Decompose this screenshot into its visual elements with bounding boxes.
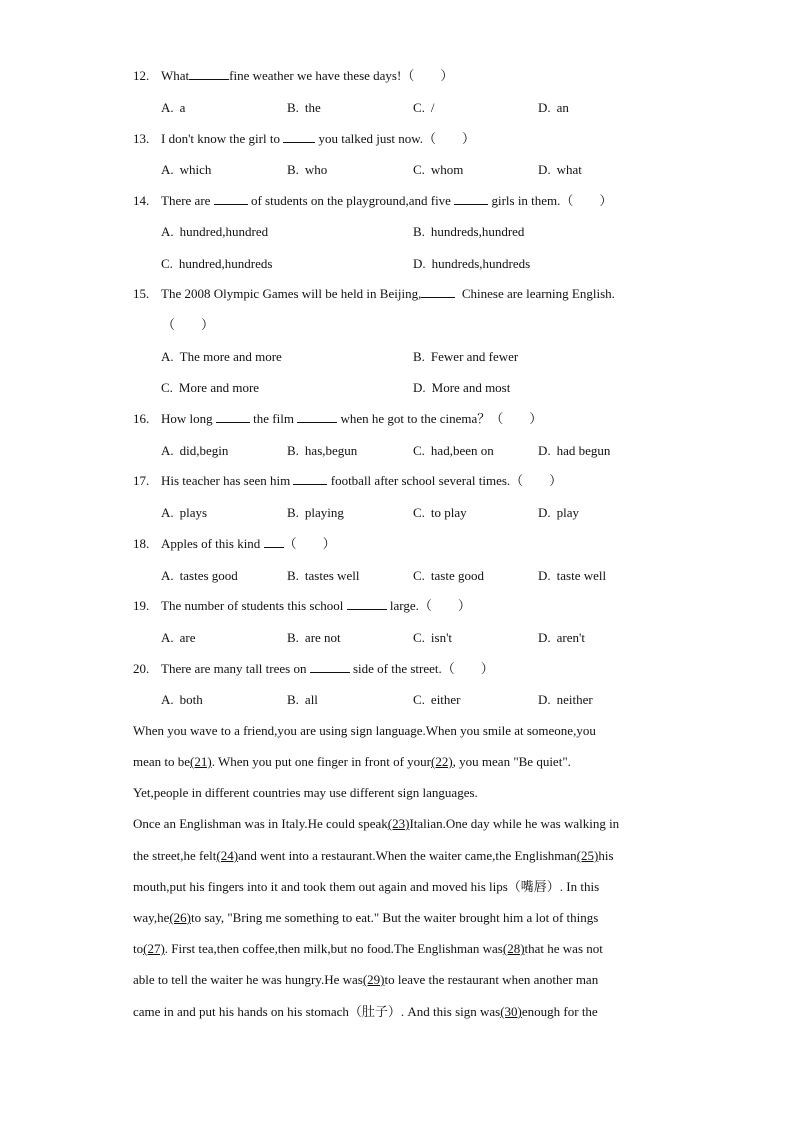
answer-blank: [347, 598, 387, 610]
answer-blank: [214, 193, 248, 205]
option-a[interactable]: A. both: [161, 692, 203, 707]
question-text: football after school several times.（ ）: [330, 473, 563, 488]
option-d[interactable]: D. More and most: [413, 380, 511, 395]
option-c[interactable]: C. More and more: [161, 380, 260, 395]
answer-blank: [264, 536, 284, 548]
question-text: What: [161, 68, 190, 83]
option-c[interactable]: C. either: [413, 692, 461, 707]
question-number: 13.: [133, 131, 150, 146]
option-d[interactable]: D. an: [538, 100, 569, 115]
question-text: （ ）: [283, 536, 336, 551]
option-a[interactable]: A. which: [161, 162, 212, 177]
cloze-blank-29[interactable]: (29): [362, 972, 385, 987]
answer-blank: [310, 661, 350, 673]
option-d[interactable]: D. had begun: [538, 443, 611, 458]
question-text: Apples of this kind: [161, 536, 261, 551]
option-c[interactable]: C. taste good: [413, 568, 484, 583]
option-b[interactable]: B. has,begun: [287, 443, 358, 458]
answer-blank: [293, 473, 327, 485]
passage-line: to(27). First tea,then coffee,then milk,but no food.The Englishman was(28)that he was not: [133, 941, 603, 956]
option-b[interactable]: B. tastes well: [287, 568, 360, 583]
option-a[interactable]: A. plays: [161, 505, 208, 520]
passage-line: came in and put his hands on his stomach（肚子）. And this sign was(30)enough for the: [133, 1004, 598, 1019]
option-b[interactable]: B. Fewer and fewer: [413, 349, 519, 364]
answer-blank: [283, 131, 315, 143]
cloze-blank-28[interactable]: (28): [502, 941, 525, 956]
option-b[interactable]: B. the: [287, 100, 321, 115]
option-d[interactable]: D. play: [538, 505, 580, 520]
passage-line: When you wave to a friend,you are using sign language.When you smile at someone,you: [133, 723, 596, 738]
question-text: I don't know the girl to: [161, 131, 280, 146]
option-d[interactable]: D. what: [538, 162, 582, 177]
cloze-blank-24[interactable]: (24): [216, 848, 239, 863]
question-text: when he got to the cinema？（ ）: [340, 411, 543, 426]
answer-blank: [297, 411, 337, 423]
answer-blank: [189, 68, 229, 80]
answer-blank: [454, 193, 488, 205]
question-text: fine weather we have these days!（ ）: [229, 68, 454, 83]
passage-line: Yet,people in different countries may use different sign languages.: [133, 785, 478, 800]
answer-blank: [421, 286, 455, 298]
option-b[interactable]: B. are not: [287, 630, 341, 645]
option-c[interactable]: C. /: [413, 100, 435, 115]
question-text: There are: [161, 193, 211, 208]
question-text: Chinese are learning English.: [461, 286, 615, 301]
question-text: How long: [161, 411, 213, 426]
question-text: The 2008 Olympic Games will be held in Beijing,: [161, 286, 422, 301]
passage-line: mouth,put his fingers into it and took them out again and moved his lips（嘴唇）. In this: [133, 879, 600, 894]
cloze-blank-27[interactable]: (27): [143, 941, 165, 956]
question-text: The number of students this school: [161, 598, 344, 613]
question-number: 18.: [133, 536, 150, 551]
question-text: side of the street.（ ）: [352, 661, 494, 676]
passage-line: Once an Englishman was in Italy.He could speak(23)Italian.One day while he was walking in: [133, 816, 620, 831]
option-d[interactable]: D. aren't: [538, 630, 585, 645]
question-number: 14.: [133, 193, 150, 208]
question-number: 17.: [133, 473, 150, 488]
option-b[interactable]: B. playing: [287, 505, 344, 520]
option-b[interactable]: B. all: [287, 692, 318, 707]
cloze-blank-22[interactable]: (22): [431, 754, 453, 769]
question-text: There are many tall trees on: [161, 661, 307, 676]
option-c[interactable]: C. whom: [413, 162, 464, 177]
question-text: you talked just now.（ ）: [318, 131, 476, 146]
option-c[interactable]: C. hundred,hundreds: [161, 256, 273, 271]
option-a[interactable]: A. a: [161, 100, 186, 115]
question-text: the film: [253, 411, 294, 426]
option-a[interactable]: A. hundred,hundred: [161, 224, 269, 239]
answer-blank: [216, 411, 250, 423]
question-number: 20.: [133, 661, 150, 676]
option-c[interactable]: C. to play: [413, 505, 467, 520]
option-c[interactable]: C. isn't: [413, 630, 453, 645]
option-d[interactable]: D. neither: [538, 692, 593, 707]
passage-line: able to tell the waiter he was hungry.He was(29)to leave the restaurant when another man: [133, 972, 599, 987]
question-number: 15.: [133, 286, 150, 301]
question-text: girls in them.（ ）: [491, 193, 613, 208]
question-number: 19.: [133, 598, 150, 613]
question-text: of students on the playground,and five: [250, 193, 451, 208]
cloze-blank-23[interactable]: (23): [387, 816, 410, 831]
passage-line: way,he(26)to say, "Bring me something to eat." But the waiter brought him a lot of things: [133, 910, 599, 925]
cloze-blank-21[interactable]: (21): [190, 754, 212, 769]
option-d[interactable]: D. hundreds,hundreds: [413, 256, 531, 271]
option-d[interactable]: D. taste well: [538, 568, 607, 583]
question-number: 16.: [133, 411, 150, 426]
option-b[interactable]: B. hundreds,hundred: [413, 224, 525, 239]
passage-line: mean to be(21). When you put one finger in front of your(22), you mean "Be quiet".: [133, 754, 571, 769]
question-text: large.（ ）: [389, 598, 471, 613]
option-b[interactable]: B. who: [287, 162, 328, 177]
cloze-blank-25[interactable]: (25): [576, 848, 599, 863]
cloze-blank-26[interactable]: (26): [169, 910, 192, 925]
cloze-blank-30[interactable]: (30): [500, 1004, 522, 1019]
option-a[interactable]: A. The more and more: [161, 349, 282, 364]
question-15-paren: （ ）: [162, 317, 215, 332]
option-a[interactable]: A. are: [161, 630, 196, 645]
option-a[interactable]: A. did,begin: [161, 443, 229, 458]
option-c[interactable]: C. had,been on: [413, 443, 494, 458]
option-a[interactable]: A. tastes good: [161, 568, 238, 583]
passage-line: the street,he felt(24)and went into a restaurant.When the waiter came,the Englishman(25)his: [133, 848, 614, 863]
question-text: His teacher has seen him: [161, 473, 291, 488]
question-number: 12.: [133, 68, 150, 83]
